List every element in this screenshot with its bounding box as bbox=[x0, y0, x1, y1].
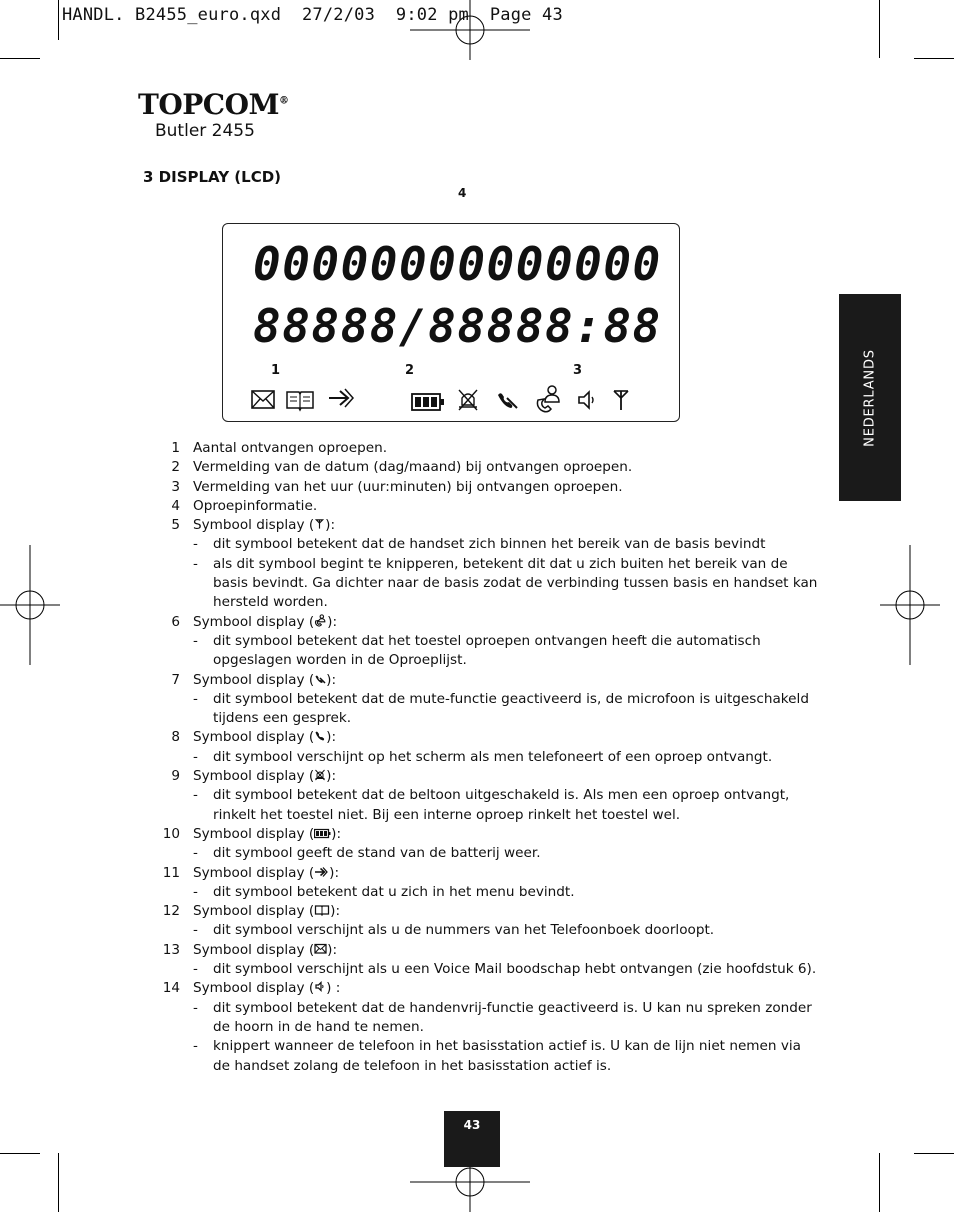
bullet-dash: - bbox=[193, 690, 198, 707]
item-text: Oproepinformatie. bbox=[193, 497, 318, 514]
subitem-text: als dit symbool begint te knipperen, betekent dit dat u zich buiten het bereik van de basis bevindt. Ga dichter naar de basis zodat de verbinding tussen basis en handset kan hersteld worden. bbox=[213, 555, 818, 611]
menu-arrow-icon bbox=[327, 386, 357, 410]
subitem-text: dit symbool betekent dat de handset zich binnen het bereik van de basis bevindt bbox=[213, 536, 766, 553]
bullet-dash: - bbox=[193, 922, 198, 939]
lcd-label-4: 4 bbox=[458, 186, 467, 200]
item-number: 10 bbox=[162, 825, 180, 842]
item-number: 4 bbox=[171, 497, 180, 514]
item-text: Vermelding van de datum (dag/maand) bij ontvangen oproepen. bbox=[193, 459, 633, 476]
list-item bbox=[158, 458, 818, 477]
list-item bbox=[158, 516, 818, 535]
lcd-datetime-row: 88888/88888:88 bbox=[253, 299, 662, 353]
belloff-icon bbox=[314, 768, 326, 784]
list-item bbox=[158, 864, 818, 883]
phonebook-icon bbox=[285, 388, 315, 412]
mute-icon bbox=[314, 672, 326, 688]
bullet-dash: - bbox=[193, 748, 198, 765]
crop-mark bbox=[879, 0, 880, 58]
list-item bbox=[158, 728, 818, 747]
item-number: 8 bbox=[171, 729, 180, 746]
item-text: Symbool display ( ): bbox=[193, 613, 338, 630]
list-item bbox=[158, 825, 818, 844]
list-item bbox=[158, 979, 818, 998]
envelope-icon bbox=[314, 942, 327, 958]
crop-mark bbox=[58, 0, 59, 40]
subitem-text: dit symbool verschijnt als u een Voice Mail boodschap hebt ontvangen (zie hoofdstuk 6). bbox=[213, 961, 817, 978]
lcd-label-1: 1 bbox=[271, 363, 281, 378]
subitem-text: dit symbool verschijnt op het scherm als men telefoneert of een oproep ontvangt. bbox=[213, 748, 773, 765]
item-number: 11 bbox=[162, 864, 180, 881]
list-item bbox=[158, 478, 818, 497]
mute-icon bbox=[495, 388, 519, 412]
item-text: Aantal ontvangen oproepen. bbox=[193, 440, 388, 456]
subitem-text: dit symbool betekent dat u zich in het menu bevindt. bbox=[213, 883, 575, 900]
model-name: Butler 2455 bbox=[155, 121, 255, 141]
list-item bbox=[158, 941, 818, 960]
list-subitem bbox=[158, 786, 818, 825]
subitem-text: dit symbool verschijnt als u de nummers van het Telefoonboek doorloopt. bbox=[213, 922, 715, 939]
list-subitem bbox=[158, 1037, 818, 1076]
item-text: Symbool display ( ): bbox=[193, 768, 337, 785]
item-text: Symbool display ( ): bbox=[193, 864, 340, 881]
item-number: 5 bbox=[171, 517, 180, 534]
print-slug: HANDL. B2455_euro.qxd 27/2/03 9:02 pm Page 43 bbox=[62, 5, 563, 25]
brand-logo-text: TOPCOM bbox=[138, 88, 279, 121]
bell-off-icon bbox=[456, 388, 480, 412]
subitem-text: dit symbool geeft de stand van de batterij weer. bbox=[213, 845, 541, 862]
crop-mark bbox=[914, 1153, 954, 1154]
crop-mark bbox=[0, 58, 40, 59]
item-text: Symbool display ( ): bbox=[193, 825, 342, 842]
subitem-text: dit symbool betekent dat de beltoon uitgeschakeld is. Als men een oproep ontvangt, rinkelt het toestel niet. Bij een interne oproep rinkelt het toestel wel. bbox=[213, 787, 790, 823]
list-item bbox=[158, 902, 818, 921]
battery-icon bbox=[314, 826, 331, 842]
item-text: Symbool display ( ) : bbox=[193, 980, 341, 997]
registration-mark-right bbox=[880, 545, 940, 665]
page-number: 43 bbox=[444, 1111, 500, 1167]
subitem-text: dit symbool betekent dat de mute-functie geactiveerd is, de microfoon is uitgeschakeld tijdens een gesprek. bbox=[213, 690, 809, 727]
bullet-dash: - bbox=[193, 961, 198, 978]
item-text: Symbool display ( ): bbox=[193, 517, 336, 534]
antenna-icon bbox=[609, 388, 633, 412]
bullet-dash: - bbox=[193, 536, 198, 553]
item-number: 3 bbox=[171, 478, 180, 495]
list-subitem bbox=[158, 748, 818, 767]
list-item bbox=[158, 439, 818, 458]
registration-mark-left bbox=[0, 545, 60, 665]
crop-mark bbox=[0, 1153, 40, 1154]
list-subitem bbox=[158, 960, 818, 979]
list-subitem bbox=[158, 690, 818, 729]
lcd-label-3: 3 bbox=[573, 363, 583, 378]
item-text: Vermelding van het uur (uur:minuten) bij ontvangen oproepen. bbox=[193, 478, 623, 495]
caller-list-icon bbox=[535, 384, 563, 414]
crop-mark bbox=[58, 1153, 59, 1212]
bullet-dash: - bbox=[193, 845, 198, 862]
list-subitem bbox=[158, 999, 818, 1038]
bullet-dash: - bbox=[193, 1038, 198, 1055]
item-number: 6 bbox=[171, 613, 180, 630]
item-text: Symbool display ( ): bbox=[193, 671, 337, 688]
envelope-icon bbox=[251, 388, 275, 412]
subitem-text: dit symbool betekent dat de handenvrij-functie geactiveerd is. U kan nu spreken zonder de hoorn in de hand te nemen. bbox=[213, 999, 812, 1035]
symbol-list bbox=[158, 439, 818, 1076]
section-title: 3 DISPLAY (LCD) bbox=[143, 168, 282, 186]
book-icon bbox=[314, 903, 330, 919]
crop-mark bbox=[914, 58, 954, 59]
bullet-dash: - bbox=[193, 883, 198, 900]
caller-icon bbox=[314, 614, 327, 630]
list-item bbox=[158, 767, 818, 786]
speaker-icon bbox=[575, 388, 599, 412]
subitem-text: dit symbool betekent dat het toestel oproepen ontvangen heeft die automatisch opgeslagen worden in de Oproeplijst. bbox=[213, 632, 761, 669]
language-tab-label: NEDERLANDS bbox=[862, 348, 878, 447]
list-item bbox=[158, 671, 818, 690]
lcd-number-row: 00000000000000 bbox=[253, 237, 662, 291]
lcd-display bbox=[222, 223, 680, 422]
brand-logo: TOPCOM® bbox=[138, 88, 289, 121]
list-subitem bbox=[158, 921, 818, 940]
bullet-dash: - bbox=[193, 555, 198, 572]
crop-mark bbox=[879, 1153, 880, 1212]
menu-icon bbox=[314, 865, 329, 881]
list-subitem bbox=[158, 883, 818, 902]
list-subitem bbox=[158, 632, 818, 671]
list-subitem bbox=[158, 844, 818, 863]
lcd-label-2: 2 bbox=[405, 363, 415, 378]
item-text: Symbool display ( ): bbox=[193, 729, 337, 746]
bullet-dash: - bbox=[193, 787, 198, 804]
battery-icon bbox=[411, 390, 445, 414]
item-number: 14 bbox=[162, 980, 180, 997]
bullet-dash: - bbox=[193, 632, 198, 649]
item-number: 2 bbox=[171, 459, 180, 476]
phone-icon bbox=[314, 729, 326, 745]
bullet-dash: - bbox=[193, 999, 198, 1016]
list-subitem bbox=[158, 555, 818, 613]
item-number: 13 bbox=[162, 941, 180, 958]
subitem-text: knippert wanneer de telefoon in het basisstation actief is. U kan de lijn niet nemen via de handset zolang de telefoon in het basisstation actief is. bbox=[213, 1038, 802, 1074]
speaker-icon bbox=[314, 980, 326, 996]
antenna-icon bbox=[314, 517, 325, 533]
item-number: 1 bbox=[171, 440, 180, 456]
list-item bbox=[158, 497, 818, 516]
item-number: 7 bbox=[171, 671, 180, 688]
item-text: Symbool display ( ): bbox=[193, 903, 341, 920]
language-tab bbox=[839, 294, 901, 501]
list-subitem bbox=[158, 535, 818, 554]
item-number: 12 bbox=[162, 903, 180, 920]
list-item bbox=[158, 613, 818, 632]
item-number: 9 bbox=[171, 768, 180, 785]
item-text: Symbool display ( ): bbox=[193, 941, 338, 958]
